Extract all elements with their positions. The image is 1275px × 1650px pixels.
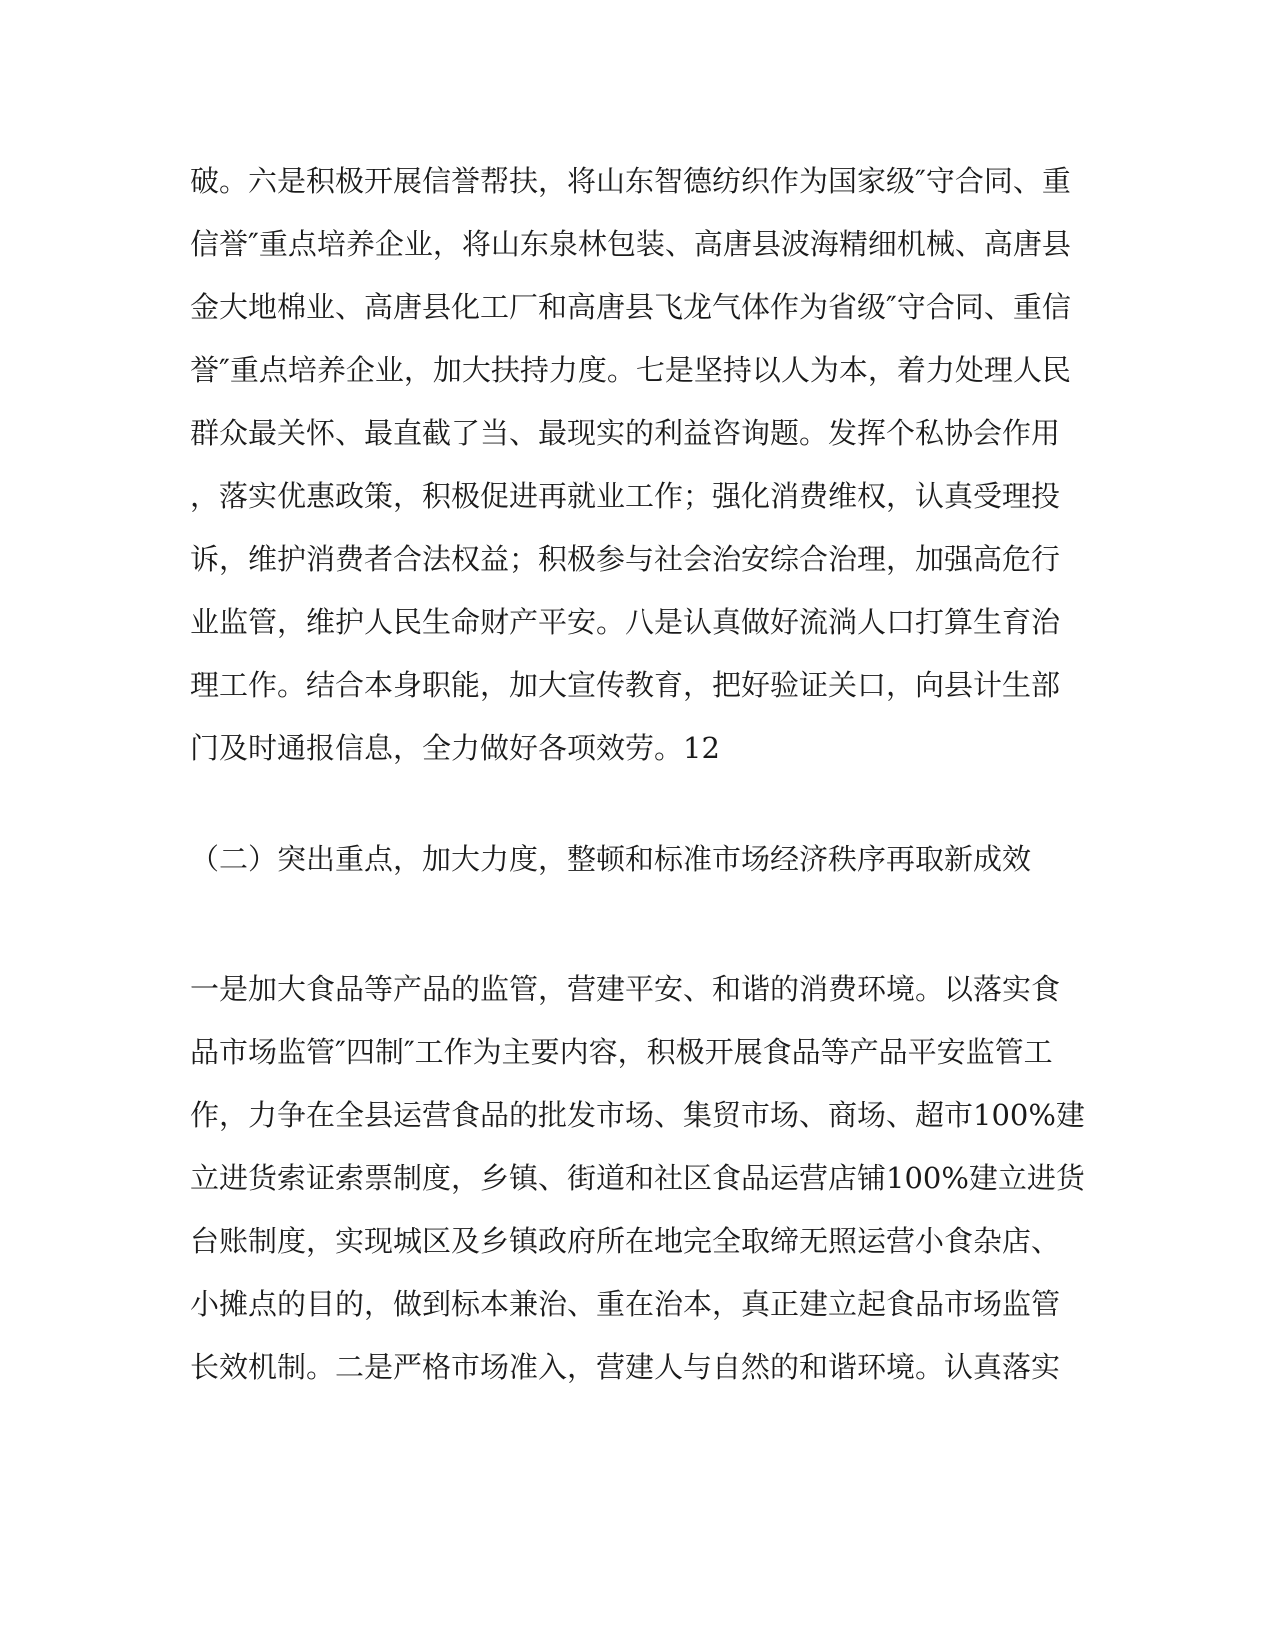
paragraph-2-line: 长效机制。二是严格市场准入，营建人与自然的和谐环境。认真落实 [190,1350,1061,1384]
paragraph-1-line: 誉″重点培养企业，加大扶持力度。七是坚持以人为本，着力处理人民 [190,353,1071,387]
paragraph-2-line: 小摊点的目的，做到标本兼治、重在治本，真正建立起食品市场监管 [190,1287,1061,1321]
paragraph-1-line: ，落实优惠政策，积极促进再就业工作；强化消费维权，认真受理投 [190,479,1061,513]
paragraph-2-line: 台账制度，实现城区及乡镇政府所在地完全取缔无照运营小食杂店、 [190,1224,1061,1258]
paragraph-1-line: 群众最关怀、最直截了当、最现实的利益咨询题。发挥个私协会作用 [190,416,1061,450]
section-heading-text: （二）突出重点，加大力度，整顿和标准市场经济秩序再取新成效 [190,842,1032,876]
paragraph-2 [190,958,1085,1399]
paragraph-2-line: 一是加大食品等产品的监管，营建平安、和谐的消费环境。以落实食 [190,972,1061,1006]
paragraph-1-line: 破。六是积极开展信誉帮扶，将山东智德纺织作为国家级″守合同、重 [190,164,1071,198]
paragraph-2-line: 作，力争在全县运营食品的批发市场、集贸市场、商场、超市100%建 [190,1098,1085,1132]
paragraph-1-line: 信誉″重点培养企业，将山东泉林包装、高唐县波海精细机械、高唐县 [190,227,1071,261]
paragraph-1-line: 理工作。结合本身职能，加大宣传教育，把好验证关口，向县计生部 [190,668,1061,702]
paragraph-1-line: 业监管，维护人民生命财产平安。八是认真做好流淌人口打算生育治 [190,605,1061,639]
paragraph-1-line: 诉，维护消费者合法权益；积极参与社会治安综合治理，加强高危行 [190,542,1061,576]
section-heading [190,828,1080,891]
paragraph-1 [190,150,1080,780]
paragraph-1-line: 门及时通报信息，全力做好各项效劳。12 [190,731,720,765]
paragraph-2-line: 品市场监管″四制″工作为主要内容，积极开展食品等产品平安监管工 [190,1035,1053,1069]
paragraph-2-line: 立进货索证索票制度，乡镇、街道和社区食品运营店铺100%建立进货 [190,1161,1085,1195]
paragraph-1-line: 金大地棉业、高唐县化工厂和高唐县飞龙气体作为省级″守合同、重信 [190,290,1071,324]
